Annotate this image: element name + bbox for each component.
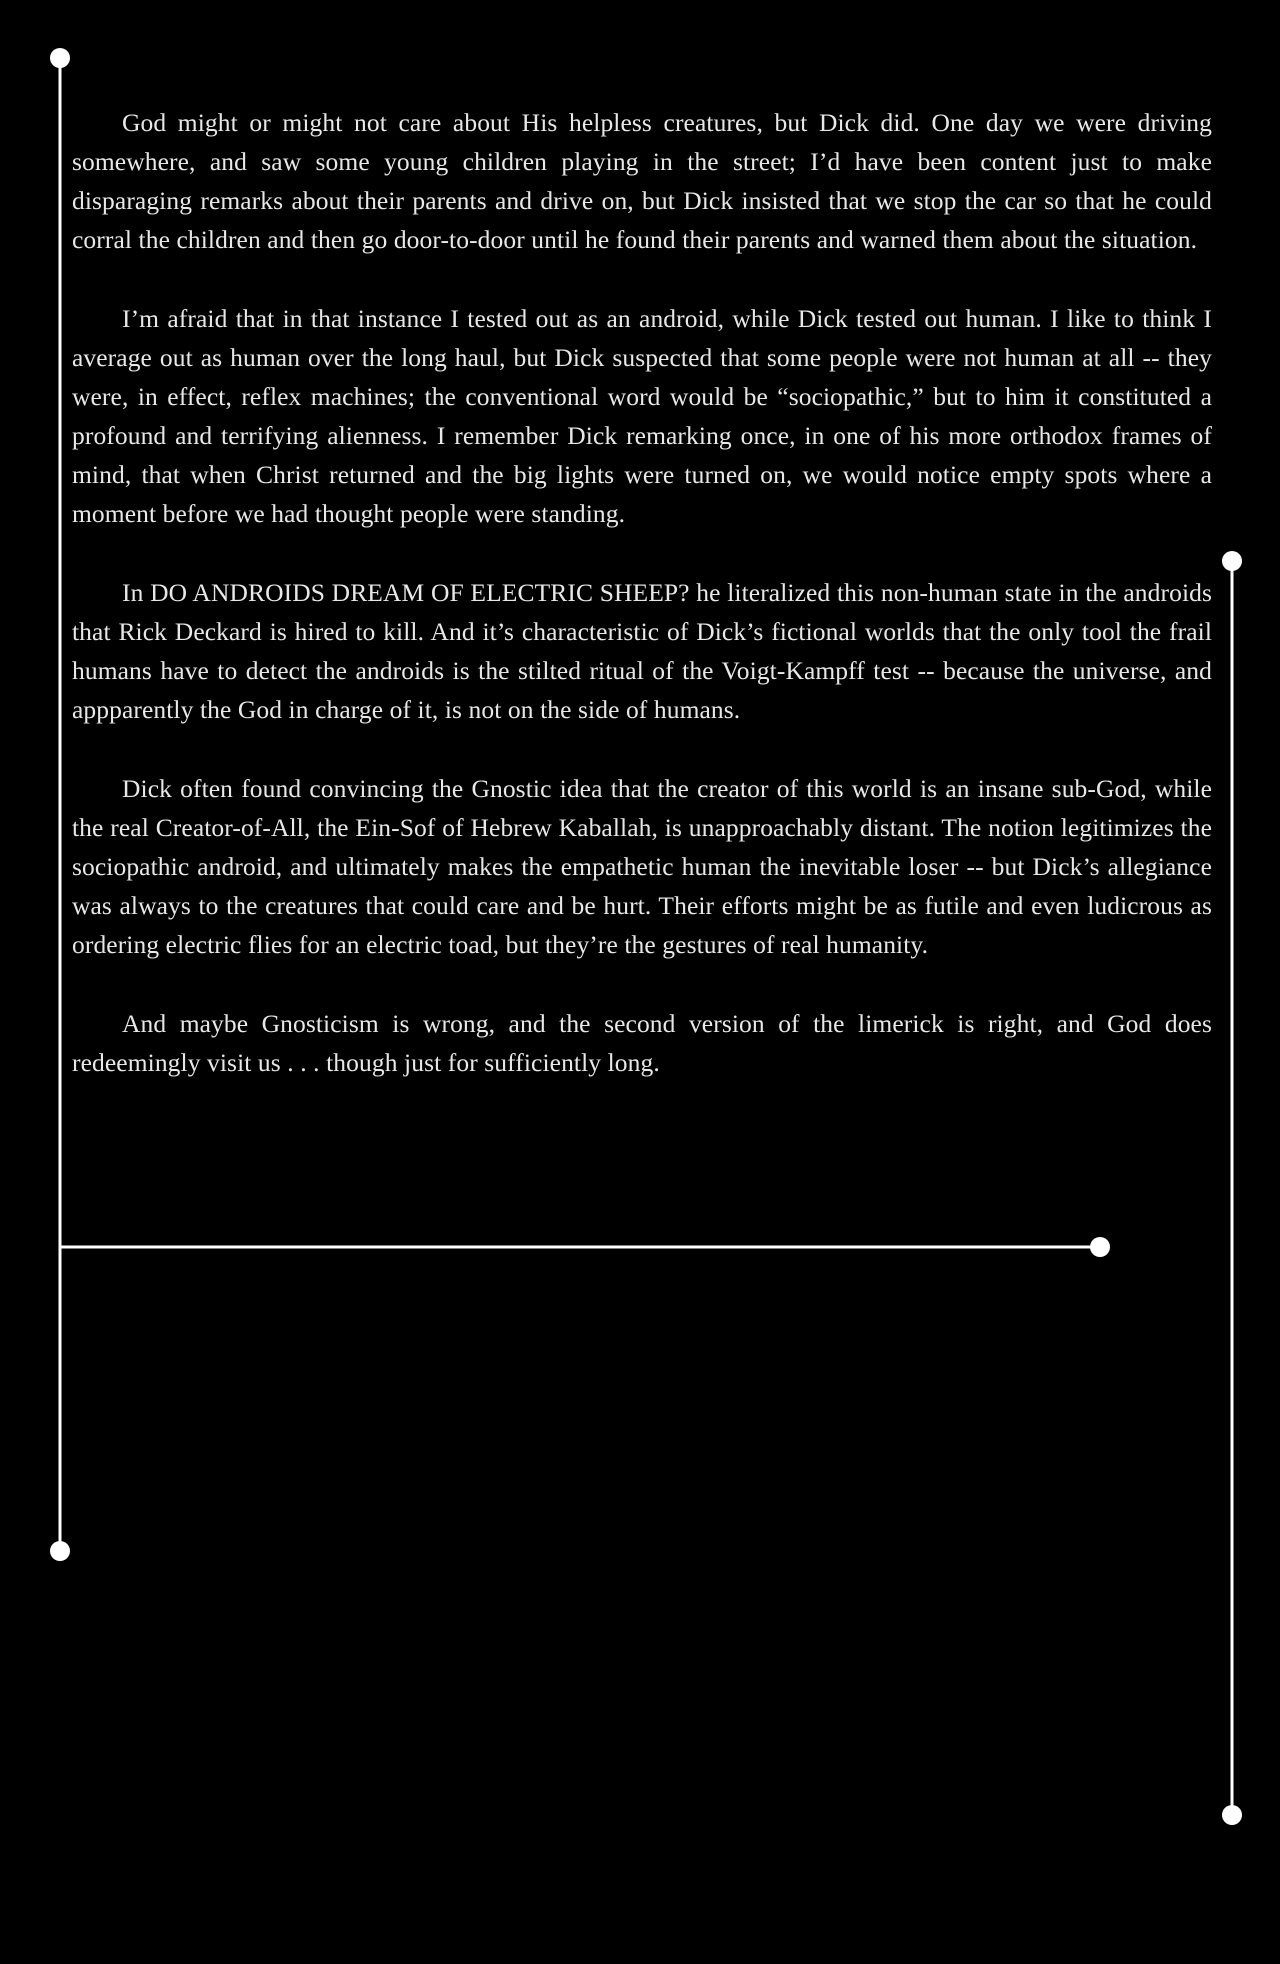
paragraph-2: I’m afraid that in that instance I tested out as an android, while Dick tested out human. I like to think I average out as human over the long haul, but Dick suspected that some people were not human at all -- they were, in effect, reflex machines; the conventional word would be “sociopathic,” but to him it constituted a profound and terrifying alienness. I remember Dick remarking once, in one of his more orthodox frames of mind, that when Christ returned and the big lights were turned on, we would notice empty spots where a moment before we had thought people were standing. — [72, 304, 1212, 528]
paragraph-4: Dick often found convincing the Gnostic idea that the creator of this world is an insane sub-God, while the real Creator-of-All, the Ein-Sof of Hebrew Kaballah, is unapproachably distant. The notion legitimizes the sociopathic android, and ultimately makes the empathetic human the inevitable loser -- but Dick’s allegiance was always to the creatures that could care and be hurt. Their efforts might be as futile and even ludicrous as ordering electric flies for an electric toad, but they’re the gestures of real humanity. — [72, 774, 1212, 959]
paragraph-3: In DO ANDROIDS DREAM OF ELECTRIC SHEEP? he literalized this non-human state in the androids that Rick Deckard is hired to kill. And it’s characteristic of Dick’s fictional worlds that the only tool the frail humans have to detect the androids is the stilted ritual of the Voigt-Kampff test -- because the universe, and appparently the God in charge of it, is not on the side of humans. — [72, 578, 1212, 724]
left-bottom-node — [50, 1541, 70, 1561]
paragraph-5: And maybe Gnosticism is wrong, and the second version of the limerick is right, and God does redeemingly visit us . . . though just for sufficiently long. — [72, 1009, 1212, 1077]
right-top-node — [1222, 551, 1242, 571]
left-top-node — [50, 48, 70, 68]
paragraph-1: God might or might not care about His helpless creatures, but Dick did. One day we were driving somewhere, and saw some young children playing in the street; I’d have been content just to make disparaging remarks about their parents and drive on, but Dick insisted that we stop the car so that he could corral the children and then go door-to-door until he found their parents and warned them about the situation. — [72, 108, 1212, 254]
article-body — [72, 103, 1212, 1082]
horizontal-end-node — [1090, 1237, 1110, 1257]
right-bottom-node — [1222, 1805, 1242, 1825]
